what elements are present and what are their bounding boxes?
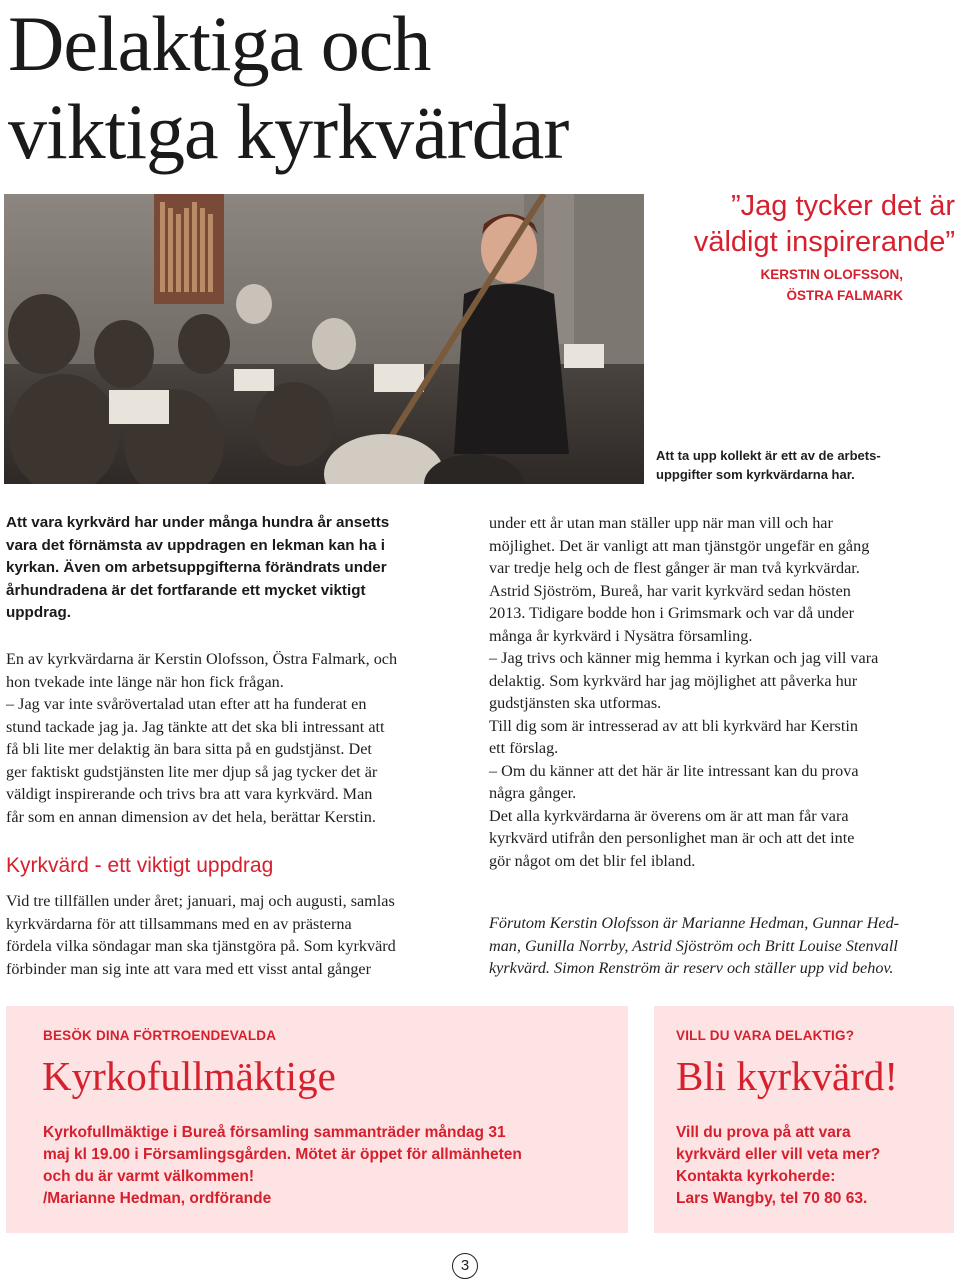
- attribution-line-1: KERSTIN OLOFSSON,: [760, 267, 903, 282]
- body-line: får som en annan dimension av det hela, berättar Kerstin.: [6, 807, 376, 826]
- italic-line: kyrkvärd. Simon Renström är reserv och ställer upp vid behov.: [489, 959, 894, 977]
- body-line: Astrid Sjöström, Bureå, har varit kyrkvärd sedan hösten: [489, 581, 851, 600]
- body-line: ett förslag.: [489, 739, 559, 757]
- left-column-body-2: [6, 890, 466, 980]
- box-kicker: VILL DU VARA DELAKTIG?: [676, 1028, 855, 1043]
- body-line: fördela vilka söndagar man ska tjänstgöra på. Som kyrkvärd: [6, 937, 396, 955]
- body-line: många år kyrkvärd i Nysätra församling.: [489, 626, 753, 645]
- caption-line-2: uppgifter som kyrkvärdarna har.: [656, 467, 855, 482]
- kyrkofullmaktige-box: [6, 1006, 628, 1233]
- kyrkvardar-list-note: [489, 912, 954, 980]
- box-title: Bli kyrkvärd!: [676, 1053, 899, 1099]
- body-line: – Jag var inte svårövertalad utan efter att ha funderat en: [6, 695, 367, 713]
- pull-quote-line-2: väldigt inspirerande”: [693, 226, 955, 258]
- pull-quote-attribution: [650, 264, 903, 306]
- box-text: [43, 1122, 623, 1210]
- intro-line: kyrkan. Även om arbetsuppgifterna förändrats under: [6, 559, 387, 576]
- body-line: väldigt inspirerande och trivs bra att vara kyrkvärd. Man: [6, 785, 373, 803]
- bli-kyrkvard-box: [654, 1006, 954, 1233]
- box-line: /Marianne Hedman, ordförande: [43, 1190, 272, 1207]
- pull-quote-line-1: ”Jag tycker det är: [730, 190, 955, 222]
- photo-caption: [656, 446, 906, 484]
- body-line: under ett år utan man ställer upp när man vill och har: [489, 514, 833, 532]
- body-line: kyrkvärdarna för att tillsammans med en av prästerna: [6, 914, 352, 933]
- box-line: och du är varmt välkommen!: [43, 1168, 255, 1185]
- left-column-body: [6, 648, 466, 828]
- intro-line: vara det förnämsta av uppdragen en lekman kan ha i: [6, 536, 385, 554]
- attribution-line-2: ÖSTRA FALMARK: [786, 288, 903, 303]
- box-text: [676, 1122, 946, 1210]
- headline: [8, 0, 648, 176]
- body-line: ger faktiskt gudstjänsten lite mer djup så jag tycker det är: [6, 762, 378, 781]
- box-title: Kyrkofullmäktige: [42, 1053, 336, 1099]
- box-line: Kyrkofullmäktige i Bureå församling sammanträder måndag 31: [43, 1124, 506, 1141]
- church-photo-illustration: [4, 194, 644, 484]
- intro-line: uppdrag.: [6, 604, 71, 621]
- box-line: Lars Wangby, tel 70 80 63.: [676, 1190, 868, 1207]
- italic-line: Förutom Kerstin Olofsson är Marianne Hedman, Gunnar Hed-: [489, 914, 900, 932]
- body-line: stund tackade jag ja. Jag tänkte att det ska bli intressant att: [6, 717, 385, 736]
- body-line: Till dig som är intresserad av att bli kyrkvärd har Kerstin: [489, 716, 858, 735]
- body-line: möjlighet. Det är vanligt att man tjänstgör ungefär en gång: [489, 536, 870, 555]
- body-line: delaktig. Som kyrkvärd har jag möjlighet att påverka hur: [489, 671, 858, 690]
- headline-line-2: viktiga kyrkvärdar: [8, 88, 569, 175]
- body-line: var tredje helg och de flest gånger är man två kyrkvärdar.: [489, 559, 860, 577]
- body-line: gör något om det blir fel ibland.: [489, 851, 696, 870]
- box-line: maj kl 19.00 i Församlingsgården. Mötet är öppet för allmänheten: [43, 1146, 522, 1163]
- box-line: kyrkvärd eller vill veta mer?: [676, 1146, 881, 1163]
- page-number: 3: [452, 1253, 478, 1279]
- body-line: hon tvekade inte länge när hon fick frågan.: [6, 672, 284, 691]
- article-intro: [6, 512, 456, 625]
- box-kicker: BESÖK DINA FÖRTROENDEVALDA: [43, 1028, 277, 1043]
- body-line: – Jag trivs och känner mig hemma i kyrkan och jag vill vara: [489, 649, 879, 667]
- intro-line: århundradena är det fortfarande ett mycket viktigt: [6, 581, 366, 599]
- box-line: Vill du prova på att vara: [676, 1124, 851, 1141]
- intro-line: Att vara kyrkvärd har under många hundra år ansetts: [6, 514, 390, 531]
- body-line: få bli lite mer delaktig än bara sitta på en gudstjänst. Det: [6, 740, 372, 758]
- body-line: Vid tre tillfällen under året; januari, maj och augusti, samlas: [6, 892, 395, 910]
- right-column-body: [489, 512, 954, 872]
- body-line: några gånger.: [489, 784, 577, 802]
- body-line: kyrkvärd utifrån den personlighet man är och att det inte: [489, 829, 855, 847]
- body-line: 2013. Tidigare bodde hon i Grimsmark och var då under: [489, 604, 855, 622]
- subheading: Kyrkvärd - ett viktigt uppdrag: [6, 854, 274, 877]
- box-line: Kontakta kyrkoherde:: [676, 1168, 836, 1185]
- body-line: förbinder man sig inte att vara med ett visst antal gånger: [6, 959, 372, 978]
- body-line: – Om du känner att det här är lite intressant kan du prova: [489, 761, 859, 780]
- body-line: En av kyrkvärdarna är Kerstin Olofsson, Östra Falmark, och: [6, 650, 398, 668]
- body-line: Det alla kyrkvärdarna är överens om är att man får vara: [489, 806, 849, 825]
- pull-quote: [650, 188, 955, 260]
- church-photo: [4, 194, 644, 484]
- italic-line: man, Gunilla Norrby, Astrid Sjöström och Britt Louise Stenvall: [489, 936, 898, 955]
- body-line: gudstjänsten ska utformas.: [489, 694, 662, 712]
- headline-line-1: Delaktiga och: [8, 0, 431, 87]
- caption-line-1: Att ta upp kollekt är ett av de arbets-: [656, 448, 881, 463]
